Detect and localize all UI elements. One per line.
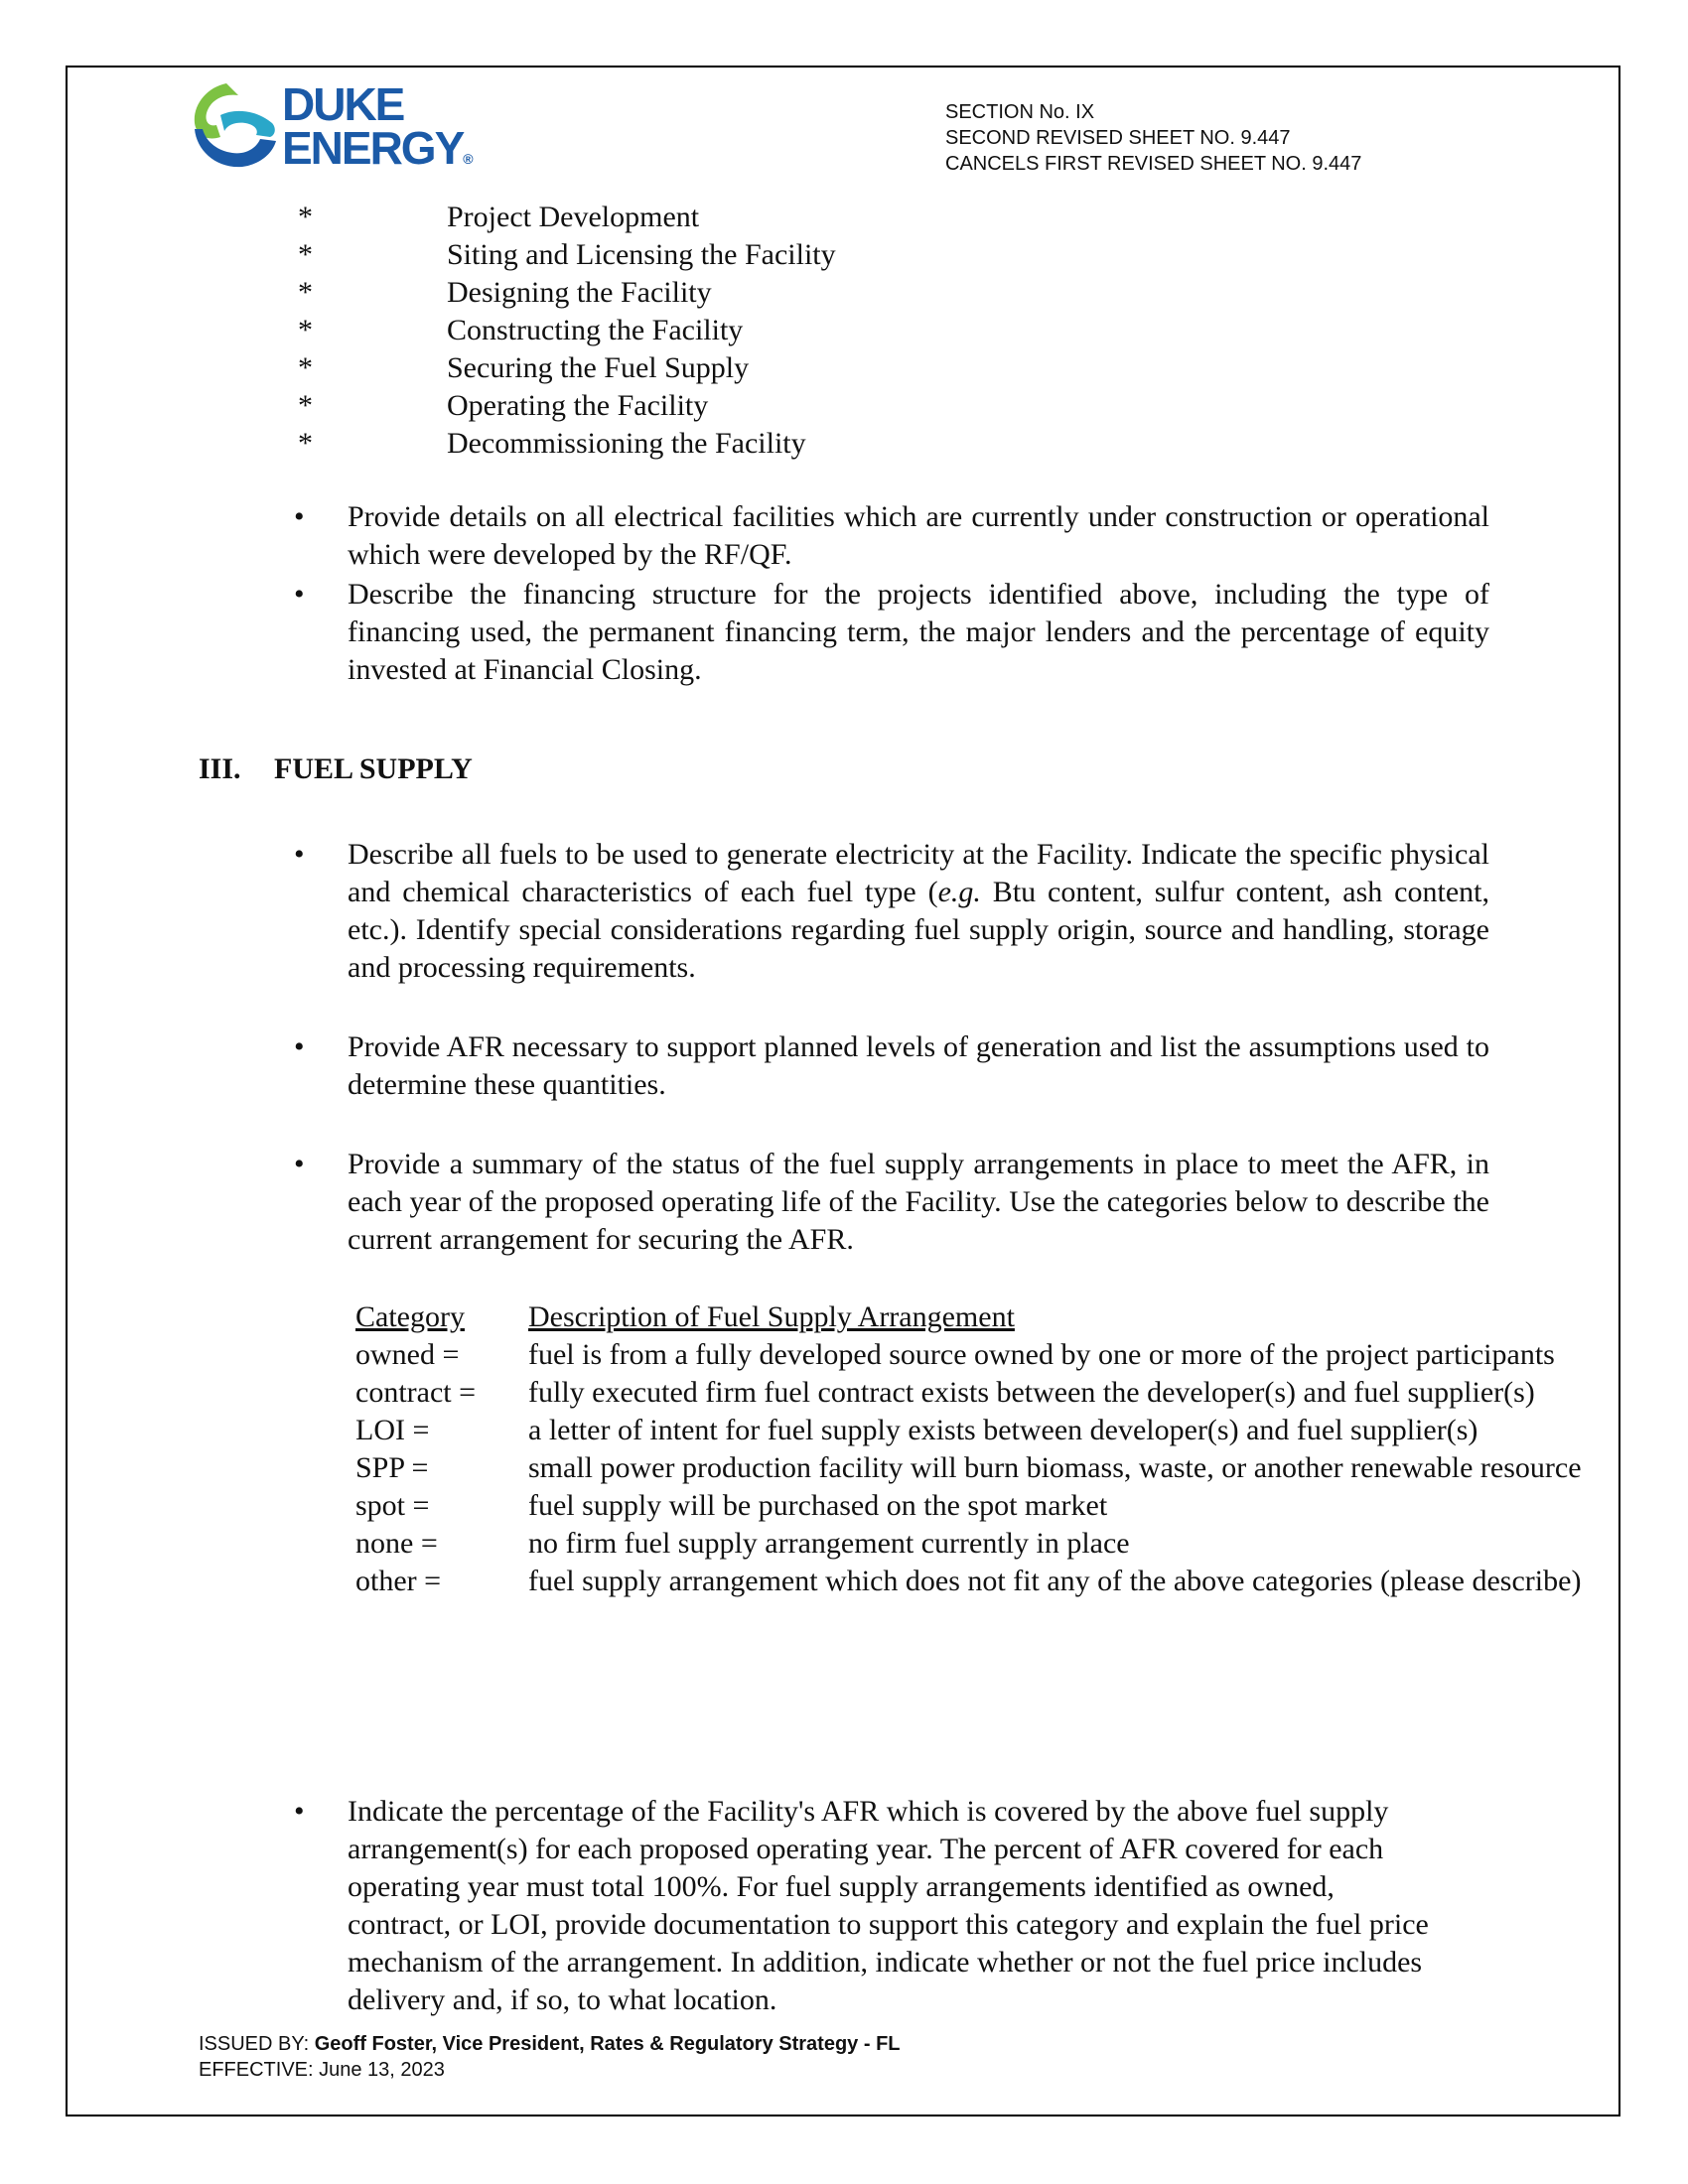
fuel-category-table xyxy=(355,1298,1640,1600)
category-description: a letter of intent for fuel supply exists between developer(s) and fuel supplier(s) xyxy=(528,1414,1478,1446)
section-heading-number: III. xyxy=(199,752,241,785)
bullet-text: Provide AFR necessary to support planned levels of generation and list the assumptions used to determine these quantities. xyxy=(348,1030,1489,1101)
asterisk-marker: * xyxy=(298,427,313,460)
logo-text-energy: ENERGY® xyxy=(282,122,474,174)
category-key: contract = xyxy=(355,1376,477,1409)
effective-line: EFFECTIVE: June 13, 2023 xyxy=(199,2059,445,2081)
bullet-marker: • xyxy=(294,578,305,611)
category-key: owned = xyxy=(355,1338,460,1371)
category-description: fuel is from a fully developed source owned by one or more of the project participants xyxy=(528,1338,1555,1371)
sheet-header xyxy=(945,99,1361,177)
category-description: fully executed firm fuel contract exists between the developer(s) and fuel supplier(s) xyxy=(528,1376,1535,1409)
bullet-marker: • xyxy=(294,1030,305,1063)
table-header-description: Description of Fuel Supply Arrangement xyxy=(528,1300,1015,1333)
bullet-text: Indicate the percentage of the Facility's AFR which is covered by the above fuel supply arrangement(s) for each proposed operating year. The percent of AFR covered for each operating year must total 100%. For fuel supply arrangements identified as owned, contract, or LOI, provide documentation to support this category and explain the fuel price mechanism of the arrangement. In addition, indicate whether or not the fuel price includes delivery and, if so, to what location. xyxy=(348,1795,1429,2016)
sheet-number: SECOND REVISED SHEET NO. 9.447 xyxy=(945,127,1291,149)
category-description: no firm fuel supply arrangement currently in place xyxy=(528,1527,1130,1560)
logo-text-duke: DUKE xyxy=(282,78,404,130)
star-item-label: Siting and Licensing the Facility xyxy=(447,238,836,271)
category-description: fuel supply will be purchased on the spot market xyxy=(528,1489,1108,1522)
cancels-sheet: CANCELS FIRST REVISED SHEET NO. 9.447 xyxy=(945,153,1362,175)
table-row xyxy=(355,1449,1640,1487)
category-key: SPP = xyxy=(355,1451,429,1484)
issued-by-line: ISSUED BY: Geoff Foster, Vice President, Rates & Regulatory Strategy - FL xyxy=(199,2033,901,2055)
issued-footer xyxy=(199,2031,901,2083)
duke-energy-swirl-icon xyxy=(187,77,280,177)
bullet-text: Provide a summary of the status of the fuel supply arrangements in place to meet the AFR, in each year of the proposed operating life of the Facility. Use the categories below to describe the current arrangement for securing the AFR. xyxy=(348,1148,1489,1256)
category-key: other = xyxy=(355,1565,442,1597)
bullet-text: Describe the financing structure for the projects identified above, including the type of financing used, the permanent financing term, the major lenders and the percentage of equity invested at Financial Closing. xyxy=(348,578,1489,686)
star-item-label: Designing the Facility xyxy=(447,276,712,309)
table-row xyxy=(355,1525,1640,1563)
category-key: none = xyxy=(355,1527,438,1560)
table-row xyxy=(355,1487,1640,1525)
bullet-text: Provide details on all electrical facilities which are currently under construction or operational which were developed by the RF/QF. xyxy=(348,500,1489,571)
star-item-label: Decommissioning the Facility xyxy=(447,427,806,460)
table-row xyxy=(355,1374,1640,1412)
asterisk-marker: * xyxy=(298,389,313,422)
star-item-label: Constructing the Facility xyxy=(447,314,744,346)
duke-energy-logo xyxy=(187,77,485,177)
category-key: LOI = xyxy=(355,1414,430,1446)
asterisk-marker: * xyxy=(298,238,313,271)
asterisk-marker: * xyxy=(298,351,313,384)
star-item-label: Securing the Fuel Supply xyxy=(447,351,750,384)
table-row xyxy=(355,1563,1640,1600)
asterisk-marker: * xyxy=(298,201,313,233)
table-header-category: Category xyxy=(355,1300,465,1333)
star-item-label: Project Development xyxy=(447,201,700,233)
asterisk-marker: * xyxy=(298,314,313,346)
section-heading-title: FUEL SUPPLY xyxy=(274,752,473,785)
section-heading xyxy=(199,751,473,788)
table-row xyxy=(355,1412,1640,1449)
bullet-marker: • xyxy=(294,1148,305,1180)
section-number: SECTION No. IX xyxy=(945,101,1095,123)
bullet-marker: • xyxy=(294,838,305,871)
category-key: spot = xyxy=(355,1489,430,1522)
asterisk-marker: * xyxy=(298,276,313,309)
bullet-marker: • xyxy=(294,500,305,533)
table-row xyxy=(355,1336,1640,1374)
category-description: small power production facility will burn biomass, waste, or another renewable resource xyxy=(528,1451,1582,1484)
table-header-row xyxy=(355,1298,1640,1336)
bullet-text: Describe all fuels to be used to generate electricity at the Facility. Indicate the specific physical and chemical characteristics of each fuel type (e.g. Btu content, sulfur content, ash content, etc.). Identify special considerations regarding fuel supply origin, source and handling, storage and processing requirements. xyxy=(348,838,1489,984)
category-description: fuel supply arrangement which does not fit any of the above categories (please describe) xyxy=(528,1565,1582,1597)
bullet-marker: • xyxy=(294,1795,305,1828)
star-item-label: Operating the Facility xyxy=(447,389,709,422)
